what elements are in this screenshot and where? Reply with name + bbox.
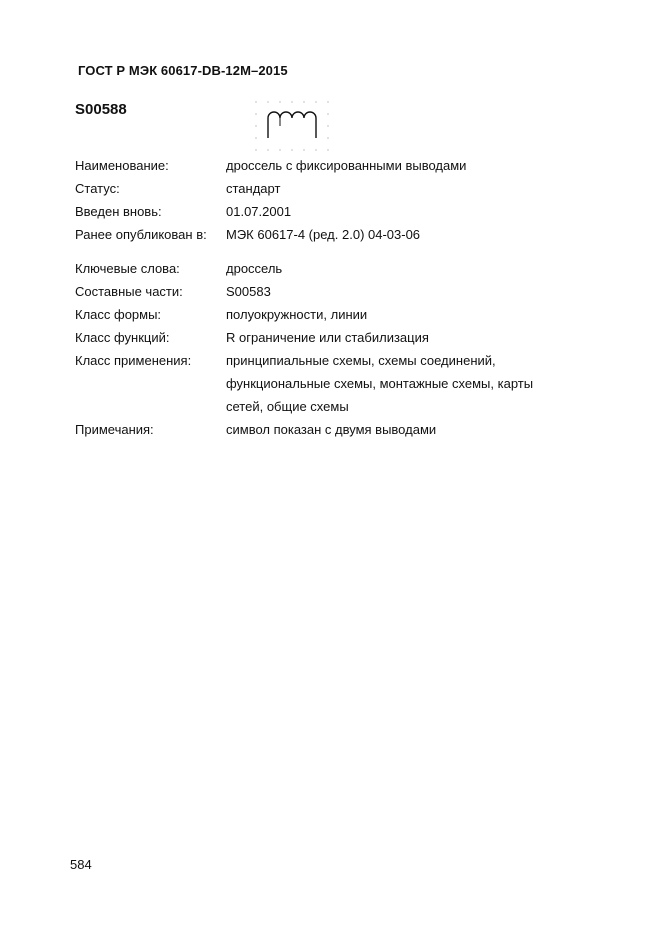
property-row (75, 326, 595, 349)
property-value: принципиальные схемы, схемы соединений, (226, 353, 496, 368)
property-value: функциональные схемы, монтажные схемы, карты (226, 376, 534, 391)
property-row (75, 280, 595, 303)
property-value: стандарт (226, 181, 281, 196)
property-value: дроссель (226, 261, 283, 276)
property-value: дроссель с фиксированными выводами (226, 158, 467, 173)
property-label: Примечания: (75, 422, 154, 437)
property-row (75, 223, 595, 246)
property-label: Статус: (75, 181, 120, 196)
property-row (75, 177, 595, 200)
symbol-properties (75, 154, 595, 441)
property-label: Составные части: (75, 284, 183, 299)
property-label: Ранее опубликован в: (75, 227, 207, 242)
property-value: полуокружности, линии (226, 307, 368, 322)
property-row (75, 303, 595, 326)
symbol-code: S00588 (75, 101, 127, 118)
property-row (75, 257, 595, 280)
section-gap (75, 246, 595, 257)
property-label (75, 372, 226, 395)
property-label: Класс функций: (75, 330, 170, 345)
property-row-continuation (75, 395, 595, 418)
property-label (75, 395, 226, 418)
inductor-fixed-taps-icon (254, 100, 332, 152)
property-row (75, 418, 595, 441)
property-value: R ограничение или стабилизация (226, 330, 429, 345)
property-row (75, 349, 595, 372)
page-number: 584 (70, 857, 92, 872)
property-label: Наименование: (75, 158, 169, 173)
property-value: 01.07.2001 (226, 204, 292, 219)
standard-header: ГОСТ Р МЭК 60617-DB-12M–2015 (78, 63, 288, 78)
property-row (75, 154, 595, 177)
property-value: сетей, общие схемы (226, 399, 349, 414)
property-row-continuation (75, 372, 595, 395)
property-label: Введен вновь: (75, 204, 162, 219)
property-label: Класс применения: (75, 353, 192, 368)
property-label: Класс формы: (75, 307, 162, 322)
property-label: Ключевые слова: (75, 261, 180, 276)
property-value: S00583 (226, 284, 271, 299)
property-value: МЭК 60617-4 (ред. 2.0) 04-03-06 (226, 227, 421, 242)
property-row (75, 200, 595, 223)
property-value: символ показан с двумя выводами (226, 422, 437, 437)
